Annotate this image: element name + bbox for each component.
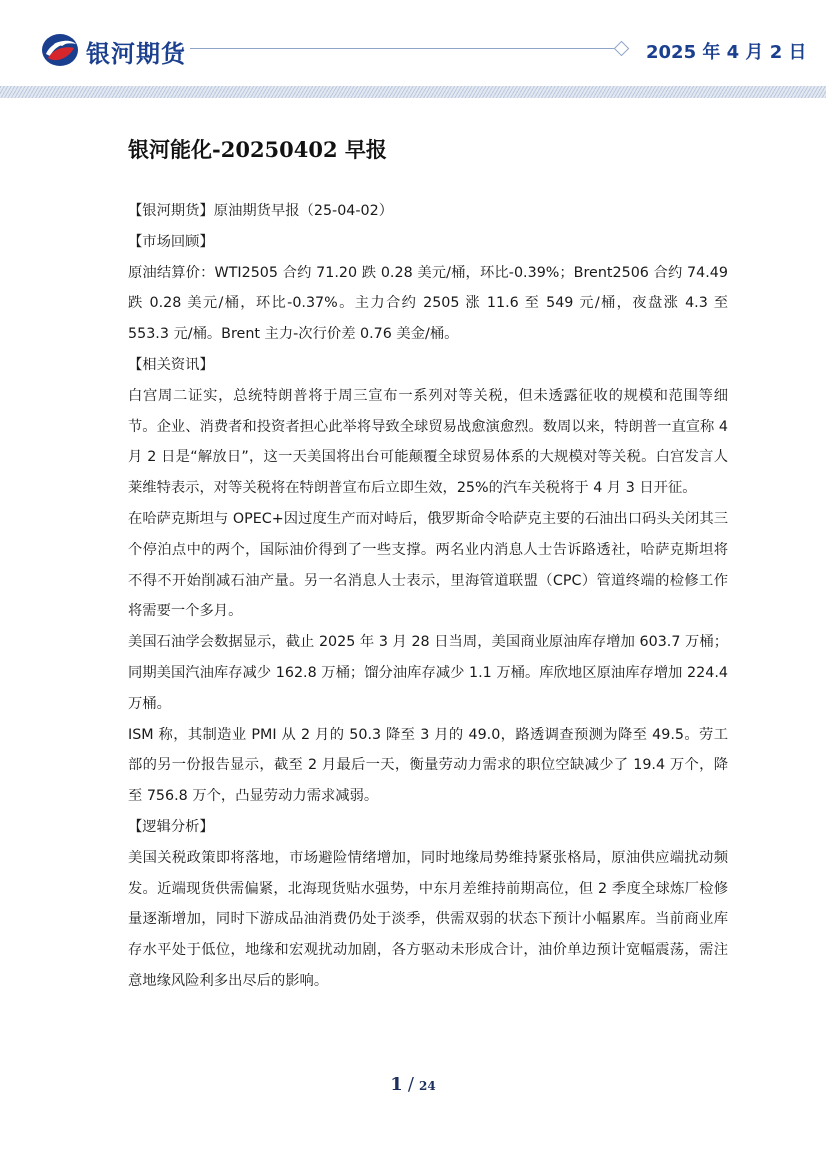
galaxy-futures-logo-icon <box>40 32 80 68</box>
paragraph-news-ism: ISM 称，其制造业 PMI 从 2 月的 50.3 降至 3 月的 49.0，路透调查预测为降至 49.5。劳工部的另一份报告显示，截至 2 月最后一天，衡量劳动力需求的职位空缺减少了 19.4 万个，降至 756.8 万个，凸显劳动力需求减弱。 <box>128 726 728 805</box>
page-total: 24 <box>419 1079 436 1093</box>
section-heading-analysis: 【逻辑分析】 <box>128 818 214 835</box>
page-separator: / <box>407 1074 414 1095</box>
page-header <box>0 0 826 100</box>
page-number: 1 <box>390 1074 403 1095</box>
report-date: 2025 年 4 月 2 日 <box>646 42 807 63</box>
paragraph-news-api-inventory: 美国石油学会数据显示，截止 2025 年 3 月 28 日当周，美国商业原油库存增加 603.7 万桶；同期美国汽油库存减少 162.8 万桶；馏分油库存减少 1.1 万桶。库欣地区原油库存增加 224.4 万桶。 <box>128 634 728 712</box>
header-hatch-band <box>0 86 826 98</box>
header-divider <box>190 48 618 49</box>
document-title: 银河能化-20250402 早报 <box>128 137 387 162</box>
paragraph-news-tariffs: 白宫周二证实，总统特朗普将于周三宣布一系列对等关税，但未透露征收的规模和范围等细节。企业、消费者和投资者担心此举将导致全球贸易战愈演愈烈。数周以来，特朗普一直宣称 4 月 2 日是“解放日”，这一天美国将出台可能颠覆全球贸易体系的大规模对等关税。白宫发言人莱维特表示，对等关税将在特朗普宣布后立即生效，25%的汽车关税将于 4 月 3 日开征。 <box>128 387 728 497</box>
section-heading-market-review: 【市场回顾】 <box>128 233 214 250</box>
brand-name: 银河期货 <box>86 40 186 68</box>
diamond-ornament-icon <box>614 41 630 57</box>
paragraph-news-kazakhstan: 在哈萨克斯坦与 OPEC+因过度生产而对峙后，俄罗斯命令哈萨克主要的石油出口码头关闭其三个停泊点中的两个，国际油价得到了一些支撑。两名业内消息人士告诉路透社，哈萨克斯坦将不得不开始削减石油产量。另一名消息人士表示，里海管道联盟（CPC）管道终端的检修工作将需要一个多月。 <box>128 510 728 620</box>
section-heading-news: 【相关资讯】 <box>128 356 214 373</box>
page-footer <box>0 1074 826 1095</box>
report-body <box>128 196 728 997</box>
paragraph-analysis: 美国关税政策即将落地，市场避险情绪增加，同时地缘局势维持紧张格局，原油供应端扰动频发。近端现货供需偏紧，北海现货贴水强势，中东月差维持前期高位，但 2 季度全球炼厂检修量逐渐增加，同时下游成品油消费仍处于淡季，供需双弱的状态下预计小幅累库。当前商业库存水平处于低位，地缘和宏观扰动加剧，各方驱动未形成合计，油价单边预计宽幅震荡，需注意地缘风险利多出尽后的影响。 <box>128 849 728 989</box>
report-source-line: 【银河期货】原油期货早报（25-04-02） <box>128 203 394 219</box>
paragraph-market-review: 原油结算价：WTI2505 合约 71.20 跌 0.28 美元/桶，环比-0.39%；Brent2506 合约 74.49 跌 0.28 美元/桶，环比-0.37%。主力合约 2505 涨 11.6 至 549 元/桶，夜盘涨 4.3 至 553.3 元/桶。Brent 主力-次行价差 0.76 美金/桶。 <box>128 264 728 343</box>
